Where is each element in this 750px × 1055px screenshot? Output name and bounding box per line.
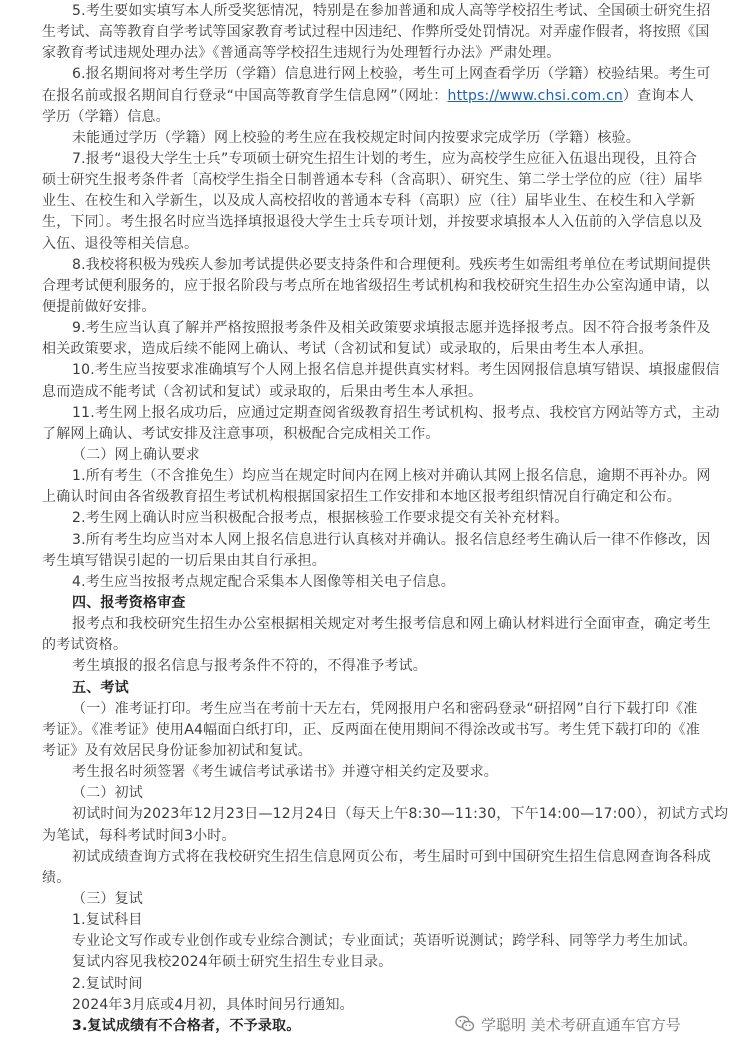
paragraph-line: 11.考生网上报名成功后，应通过定期查阅省级教育招生考试机构、报考点、我校官方网站等方式，主动 <box>72 405 720 421</box>
section-heading: 四、报考资格审查 <box>72 595 186 611</box>
paragraph-line: 专业论文写作或专业创作或专业综合测试；专业面试；英语听说测试；跨学科、同等学力考生加试。 <box>72 933 697 949</box>
line-text: ）查询本人 <box>622 88 694 104</box>
paragraph-line: 业生、在校生和入学新生，以及成人高校招收的普通本专科（高职）应（往）届毕业生、在校生和入学新 <box>42 193 696 209</box>
paragraph-line: 初试成绩查询方式将在我校研究生招生信息网页公布，考生届时可到中国研究生招生信息网查询各科成 <box>72 849 711 865</box>
paragraph-line: 合理考试便利服务的，应于报名阶段与考点所在地省级招生考试机构和我校研究生招生办公室沟通申请，以 <box>42 278 710 294</box>
paragraph-line: 7.报考“退役大学生士兵”专项硕士研究生招生计划的考生，应为高校学生应征入伍退出现役，且符合 <box>72 151 698 167</box>
watermark-text: 学聪明 美术考研直通车官方号 <box>481 1015 681 1034</box>
paragraph-line: 10.考生应当按要求准确填写个人网上报名信息并提供真实材料。考生因网报信息填写错误、填报虚假信 <box>72 362 720 378</box>
paragraph-line: 5.考生要如实填写本人所受奖惩情况，特别是在参加普通和成人高等学校招生考试、全国硕士研究生招 <box>72 3 711 19</box>
subsection-heading: （二）网上确认要求 <box>72 447 200 463</box>
paragraph-line: （一）准考证打印。考生应当在考前十天左右，凭网报用户名和密码登录“研招网”自行下载打印《准 <box>72 701 698 717</box>
paragraph-line: 入伍、退役等相关信息。 <box>42 236 199 252</box>
paragraph-line: 9.考生应当认真了解并严格按照报考条件及相关政策要求填报志愿并选择报考点。因不符合报考条件及 <box>72 320 711 336</box>
paragraph-line: 1.复试科目 <box>72 912 143 928</box>
paragraph-line: 绩。 <box>42 870 71 886</box>
paragraph-line: 6.报名期间将对考生学历（学籍）信息进行网上校验，考生可上网查看学历（学籍）校验结果。考生可 <box>72 66 711 82</box>
paragraph-line: 1.所有考生（不含推免生）均应当在规定时间内在网上核对并确认其网上报名信息，逾期不再补办。网 <box>72 468 711 484</box>
paragraph-line: 息而造成不能考试（含初试和复试）或录取的，后果由考生本人承担。 <box>42 384 483 400</box>
paragraph-line: 上确认时间由各省级教育招生考试机构根据国家招生工作安排和本地区报考组织情况自行确定和公布。 <box>42 489 681 505</box>
line-text: 在报名前或报名期间自行登录“中国高等教育学生信息网”（网址： <box>42 88 448 104</box>
paragraph-line: 4.考生应当按报考点规定配合采集本人图像等相关电子信息。 <box>72 574 455 590</box>
paragraph-line: 未能通过学历（学籍）网上校验的考生应在我校规定时间内按要求完成学历（学籍）核验。 <box>72 130 640 146</box>
paragraph-line: 考生填写错误引起的一切后果由其自行承担。 <box>42 553 326 569</box>
paragraph-line: 的考试资格。 <box>42 637 128 653</box>
paragraph-line: 初试时间为2023年12月23日—12月24日（每天上午8:30—11:30，下午14:00—17:00），初试方式均 <box>72 806 729 822</box>
paragraph-line: 家教育考试违规处理办法》《普通高等学校招生违规行为处理暂行办法》严肃处理。 <box>42 45 561 61</box>
paragraph-line: 考生报名时须签署《考生诚信考试承诺书》并遵守相关约定及要求。 <box>72 764 498 780</box>
paragraph-line: 相关政策要求，造成后续不能网上确认、考试（含初试和复试）或录取的，后果由考生本人承担。 <box>42 341 653 357</box>
paragraph-line: 便提前做好安排。 <box>42 299 156 315</box>
chsi-link[interactable]: https://www.chsi.com.cn <box>447 88 623 104</box>
wechat-icon <box>455 1015 475 1033</box>
section-heading: 3.复试成绩有不合格者，不予录取。 <box>72 1018 301 1034</box>
paragraph-line: 复试内容见我校2024年硕士研究生招生专业目录。 <box>72 954 393 970</box>
paragraph-line: 学历（学籍）信息。 <box>42 109 170 125</box>
paragraph-line-with-link <box>42 86 750 107</box>
paragraph-line: 考证》。《准考证》使用A4幅面白纸打印，正、反两面在使用期间不得涂改或书写。考生凭下载打印的《准 <box>42 722 701 738</box>
paragraph-line: 2.考生网上确认时应当积极配合报考点，根据核验工作要求提交有关补充材料。 <box>72 510 569 526</box>
paragraph-line: 报考点和我校研究生招生办公室根据相关规定对考生报考信息和网上确认材料进行全面审查，确定考生 <box>72 616 711 632</box>
watermark <box>455 1012 681 1036</box>
paragraph-line: 考证》及有效居民身份证参加初试和复试。 <box>42 743 312 759</box>
subsection-heading: （三）复试 <box>72 891 143 907</box>
paragraph-line: 2.复试时间 <box>72 976 143 992</box>
section-heading: 五、考试 <box>72 680 129 696</box>
subsection-heading: （二）初试 <box>72 785 143 801</box>
paragraph-line: 了解网上确认、考试安排及注意事项，积极配合完成相关工作。 <box>42 426 440 442</box>
paragraph-line: 硕士研究生报考条件者〔高校学生指全日制普通本专科（含高职）、研究生、第二学士学位的应（往）届毕 <box>42 172 703 188</box>
paragraph-line: 生，下同〕。考生报名时应当选择填报退役大学生士兵专项计划，并按要求填报本人入伍前的入学信息以及 <box>42 214 703 230</box>
paragraph-line: 3.所有考生均应当对本人网上报名信息进行认真核对并确认。报名信息经考生确认后一律不作修改，因 <box>72 532 711 548</box>
paragraph-line: 考生填报的报名信息与报考条件不符的，不得准予考试。 <box>72 658 427 674</box>
paragraph-line: 2024年3月底或4月初，具体时间另行通知。 <box>72 997 354 1013</box>
paragraph-line: 8.我校将积极为残疾人参加考试提供必要支持条件和合理便利。残疾考生如需组考单位在考试期间提供 <box>72 257 711 273</box>
paragraph-line: 生考试、高等教育自学考试等国家教育考试过程中因违纪、作弊所受处罚情况。对弄虚作假者，将按照《国 <box>42 24 710 40</box>
paragraph-line: 为笔试，每科考试时间3小时。 <box>42 828 236 844</box>
